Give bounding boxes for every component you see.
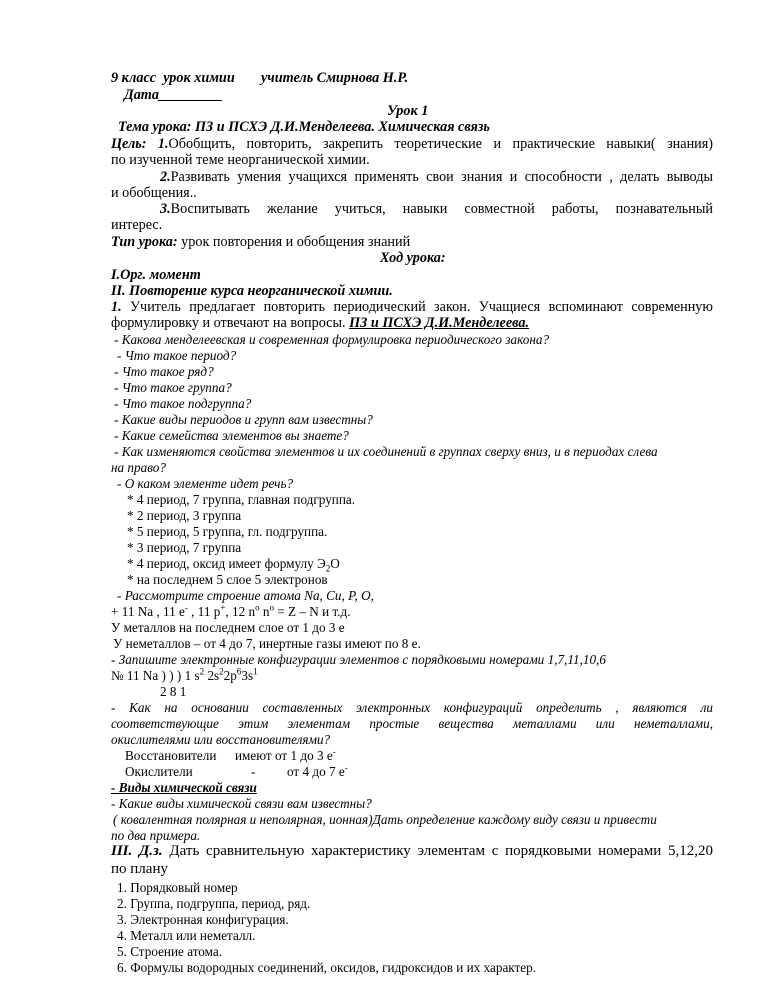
p1-num: 1.: [111, 299, 122, 315]
econf-b: 2s: [204, 668, 220, 683]
section-2-title: II. Повторение курса неорганической химии.: [111, 283, 393, 299]
goal-n3: 3.: [160, 201, 171, 217]
date-blank: _________: [158, 87, 223, 103]
atom-a-sup: -: [184, 602, 188, 613]
date-label: Дата: [124, 87, 159, 103]
goal-label: Цель:: [111, 136, 147, 152]
question: - Что такое подгруппа?: [114, 396, 252, 411]
plan-item: 6. Формулы водородных соединений, оксидов, гидроксидов и их характер.: [117, 960, 537, 975]
question: - Какие виды периодов и групп вам известны?: [114, 412, 373, 427]
topic-text: ПЗ и ПСХЭ Д.И.Менделеева. Химическая связь: [194, 119, 490, 135]
oxidizers-dash: -: [251, 764, 256, 779]
star-item: * 3 период, 7 группа: [127, 540, 242, 555]
nonmetals-note: У неметаллов – от 4 до 7, инертные газы имеют по 8 е.: [113, 636, 421, 651]
oxidizers-label: Окислители: [125, 764, 193, 779]
atom-a: + 11 Na , 11 е: [111, 604, 185, 619]
oxidizers-value: от 4 до 7 е: [287, 764, 345, 779]
econf-shells: 2 8 1: [160, 684, 187, 699]
econf-s2: 2: [219, 666, 224, 677]
goal-text-1b: по изученной теме неорганической химии.: [111, 152, 370, 168]
econf-s4: 1: [253, 666, 258, 677]
basis-line-a: - Как на основании составленных электронных конфигураций определить , являются ли: [111, 700, 713, 715]
atom-b: , 11 p: [187, 604, 221, 619]
homework-text-b: по плану: [111, 861, 168, 877]
econf-question: - Запишите электронные конфигурации элементов с порядковыми номерами 1,7,11,10,6: [111, 652, 606, 667]
basis-line-c: окислителями или восстановителями?: [111, 732, 331, 747]
homework-line-1: [111, 843, 713, 860]
header-line: [111, 70, 235, 87]
topic-line: [118, 119, 490, 136]
star-item: * 2 период, 3 группа: [127, 508, 242, 523]
homework-label: III. Д.з.: [111, 843, 163, 859]
basis-line-b: соответствующие этим элементам простые вещества металлами или неметаллами,: [111, 716, 713, 731]
goal-line-1: [111, 136, 713, 153]
econf-a: № 11 Na ) ) ) 1 s: [111, 668, 200, 683]
question: - Какие семейства элементов вы знаете?: [114, 428, 349, 443]
econf-s3: 6: [236, 666, 242, 677]
type-line: [111, 234, 410, 251]
p1-line-1: [111, 299, 713, 316]
question: - Что такое группа?: [114, 380, 232, 395]
type-text: урок повторения и обобщения знаний: [181, 234, 411, 250]
goal-text-3a: Воспитывать желание учиться, навыки совместной работы, познавательный: [170, 201, 713, 217]
star-item: * 4 период, 7 группа, главная подгруппа.: [127, 492, 356, 507]
goal-line-2: [160, 169, 713, 186]
grade: 9 класс: [111, 70, 157, 86]
goal-text-3b: интерес.: [111, 217, 163, 233]
subject: урок химии: [163, 70, 235, 86]
question: - Какова менделеевская и современная формулировка периодического закона?: [114, 332, 550, 347]
oxide-text: * 4 период, оксид имеет формулу Э: [127, 556, 326, 571]
goal-n2: 2.: [160, 169, 171, 185]
section-1-title: I.Орг. момент: [111, 267, 201, 283]
metals-note: У металлов на последнем слое от 1 до 3 е: [111, 620, 345, 635]
p1-text-c: ПЗ и ПСХЭ Д.И.Менделеева.: [349, 315, 530, 331]
star-item: * на последнем 5 слое 5 электронов: [127, 572, 328, 587]
oxide-text-end: О: [330, 556, 340, 571]
goal-text-2b: и обобщения..: [111, 185, 197, 201]
econf-c: 2p: [223, 668, 237, 683]
plan-item: 3. Электронная конфигурация.: [117, 912, 289, 927]
reducers-value: имеют от 1 до 3 е: [235, 748, 333, 763]
lesson-number: Урок 1: [387, 103, 429, 119]
atom-question: - Рассмотрите строение атома Na, Cu, P, O,: [117, 588, 374, 603]
econf-d: 3s: [241, 668, 254, 683]
homework-text-a: Дать сравнительную характеристику элементам с порядковыми номерами 5,12,20: [169, 843, 713, 859]
course-title: Ход урока:: [380, 250, 446, 266]
atom-b-sup: +: [220, 602, 226, 613]
oxide-subscript: 2: [325, 563, 331, 574]
plan-item: 4. Металл или неметалл.: [117, 928, 256, 943]
atom-line: [111, 603, 351, 620]
date-line: [124, 87, 223, 104]
question-change-a: - Как изменяются свойства элементов и их соединений в группах сверху вниз, и в периодах слева: [114, 444, 658, 459]
goal-n1: 1.: [157, 136, 169, 152]
plan-item: 2. Группа, подгруппа, период, ряд.: [117, 896, 311, 911]
p1-line-2: [111, 315, 529, 332]
plan-item: 1. Порядковый номер: [117, 880, 238, 895]
bonds-answer-a: ( ковалентная полярная и неполярная, ионная)Дать определение каждому виду связи и привести: [113, 812, 657, 827]
goal-text-1a: Обобщить, повторить, закрепить теоретические и практические навыки( знания): [168, 136, 714, 152]
atom-c: , 12 n: [225, 604, 256, 619]
p1-text-b: формулировку и отвечают на вопросы.: [111, 315, 346, 331]
question-change-b: на право?: [111, 460, 166, 475]
atom-c-sup: o: [255, 602, 260, 613]
atom-d-sup: o: [269, 602, 274, 613]
goal-text-2a: Развивать умения учащихся применять свои знания и способности , делать выводы: [170, 169, 713, 185]
atom-d: n: [259, 604, 270, 619]
question: - Что такое ряд?: [114, 364, 214, 379]
oxidizers-sup: -: [344, 762, 348, 773]
star-item-oxide: [127, 555, 340, 572]
reducers-text: [235, 747, 336, 764]
reducers-label: Восстановители: [125, 748, 217, 763]
type-label: Тип урока:: [111, 234, 178, 250]
econf-s1: 2: [199, 666, 205, 677]
bonds-answer-b: по два примера.: [111, 828, 201, 843]
reducers-sup: -: [332, 746, 336, 757]
plan-item: 5. Строение атома.: [117, 944, 223, 959]
topic-label: Тема урока:: [118, 119, 192, 135]
bonds-question: - Какие виды химической связи вам известны?: [111, 796, 372, 811]
star-item: * 5 период, 5 группа, гл. подгруппа.: [127, 524, 328, 539]
question: - Что такое период?: [117, 348, 237, 363]
atom-e: = Z – N и т.д.: [273, 604, 351, 619]
oxidizers-text: [287, 763, 348, 780]
question-which: - О каком элементе идет речь?: [117, 476, 294, 491]
goal-line-3: [160, 201, 713, 218]
bonds-title: - Виды химической связи: [111, 780, 257, 795]
p1-text-a: Учитель предлагает повторить периодический закон. Учащиеся вспоминают современную: [130, 299, 713, 315]
teacher: учитель Смирнова Н.Р.: [261, 70, 409, 86]
econf-line: [111, 667, 258, 684]
